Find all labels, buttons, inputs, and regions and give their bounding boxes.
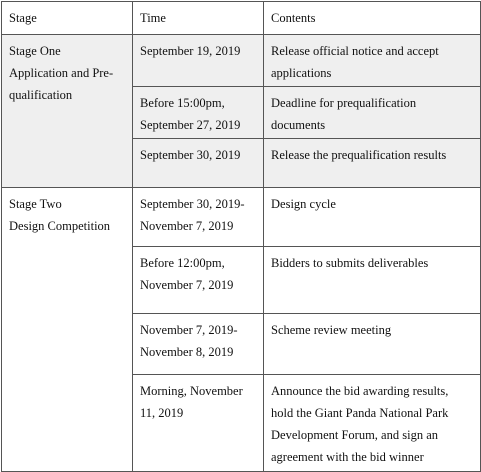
time-cell: Before 12:00pm, November 7, 2019 bbox=[133, 247, 264, 314]
table-row bbox=[2, 35, 481, 87]
schedule-table bbox=[1, 1, 481, 472]
header-contents: Contents bbox=[264, 2, 481, 35]
time-cell: Morning, November 11, 2019 bbox=[133, 375, 264, 472]
contents-cell: Scheme review meeting bbox=[264, 314, 481, 375]
contents-cell: Release official notice and accept applications bbox=[264, 35, 481, 87]
table-header-row bbox=[2, 2, 481, 35]
contents-cell: Announce the bid awarding results, hold the Giant Panda National Park Development Forum, and sign an agreement with the bid winner bbox=[264, 375, 481, 472]
contents-cell: Design cycle bbox=[264, 188, 481, 247]
table-row bbox=[2, 188, 481, 247]
stage-two-title: Stage Two bbox=[9, 197, 62, 211]
header-stage: Stage bbox=[2, 2, 133, 35]
contents-cell: Bidders to submits deliverables bbox=[264, 247, 481, 314]
time-cell: November 7, 2019-November 8, 2019 bbox=[133, 314, 264, 375]
contents-cell: Deadline for prequalification documents bbox=[264, 87, 481, 139]
header-time: Time bbox=[133, 2, 264, 35]
time-cell: September 19, 2019 bbox=[133, 35, 264, 87]
stage-two-subtitle: Design Competition bbox=[9, 219, 111, 233]
stage-one-title: Stage One bbox=[9, 44, 61, 58]
stage-two-cell bbox=[2, 188, 133, 472]
contents-cell: Release the prequalification results bbox=[264, 139, 481, 188]
time-cell: September 30, 2019 bbox=[133, 139, 264, 188]
time-cell: September 30, 2019-November 7, 2019 bbox=[133, 188, 264, 247]
time-cell: Before 15:00pm, September 27, 2019 bbox=[133, 87, 264, 139]
stage-one-cell bbox=[2, 35, 133, 188]
stage-one-subtitle: Application and Pre-qualification bbox=[9, 66, 114, 102]
